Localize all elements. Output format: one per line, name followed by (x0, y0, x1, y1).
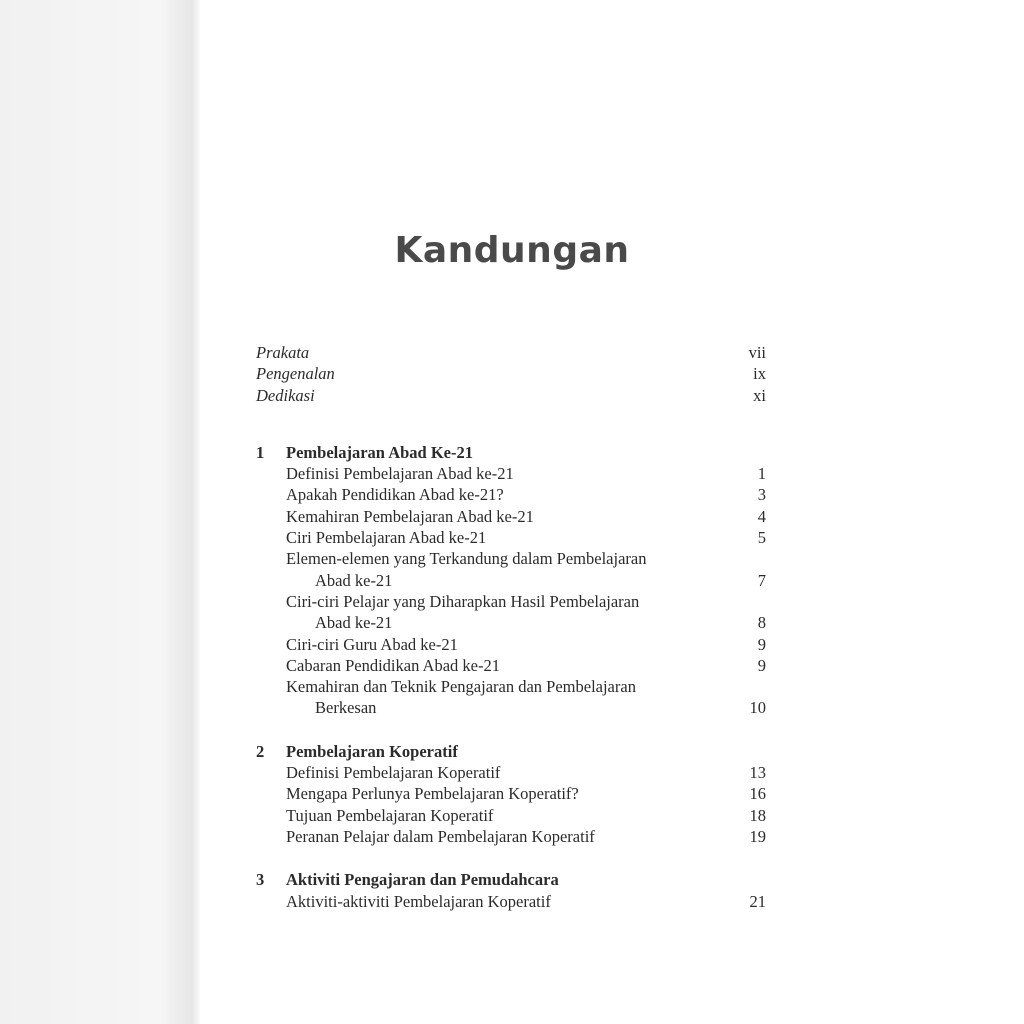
toc-page-number: 7 (757, 570, 766, 590)
toc-page-number: 10 (749, 698, 766, 718)
toc-front-matter-row (256, 342, 766, 363)
toc-entry-row (256, 506, 766, 527)
toc-entry-row (256, 697, 766, 718)
toc-entry-row (256, 612, 766, 633)
toc-entry-row (256, 891, 766, 912)
toc-page-number: xi (753, 385, 766, 405)
toc-entry-row (256, 634, 766, 655)
toc-entry-label: Apakah Pendidikan Abad ke-21? (286, 485, 504, 505)
toc-entry-label: Aktiviti-aktiviti Pembelajaran Koperatif (286, 891, 551, 911)
toc-entry-row (256, 783, 766, 804)
toc-spacer (256, 719, 766, 741)
toc-chapter-number: 2 (256, 741, 265, 761)
toc-entry-row (256, 676, 766, 697)
toc-entry-row (256, 484, 766, 505)
toc-entry-row (256, 762, 766, 783)
toc-page-number: vii (748, 343, 766, 362)
toc-chapter-heading (256, 741, 766, 762)
toc-entry-label: Tujuan Pembelajaran Koperatif (286, 805, 494, 825)
toc-entry-label: Abad ke-21 (315, 570, 393, 590)
toc-front-matter-row (256, 363, 766, 384)
toc-entry-row (256, 548, 766, 569)
toc-page-number: 16 (749, 784, 766, 804)
toc-page-number: 5 (757, 528, 766, 548)
toc-entry-row (256, 570, 766, 591)
toc-entry-label: Kemahiran Pembelajaran Abad ke-21 (286, 506, 534, 526)
toc-spacer (256, 406, 766, 442)
toc-entry-row (256, 826, 766, 847)
toc-entry-row (256, 463, 766, 484)
toc-entry-row (256, 527, 766, 548)
toc-page-number: 21 (749, 891, 766, 911)
toc-chapter-number: 1 (256, 442, 265, 462)
toc-entry-label: Mengapa Perlunya Pembelajaran Koperatif? (286, 784, 579, 804)
page-gutter-shadow (0, 0, 200, 1024)
toc-chapter-heading (256, 869, 766, 890)
toc-chapter-number: 3 (256, 870, 265, 890)
toc-entry-label: Ciri-ciri Guru Abad ke-21 (286, 634, 458, 654)
page-title: Kandungan (394, 230, 630, 271)
toc-entry-label: Prakata (256, 343, 310, 362)
toc-page-number: 19 (749, 826, 766, 846)
toc-entry-row (256, 591, 766, 612)
toc-page-number: 3 (757, 485, 766, 505)
toc-entry-label: Kemahiran dan Teknik Pengajaran dan Pembelajaran (286, 677, 636, 697)
toc-page-number: 9 (757, 655, 766, 675)
toc-page-number: 4 (757, 506, 766, 526)
toc-chapter-title: Pembelajaran Abad Ke-21 (286, 442, 473, 462)
toc-page-number: 9 (757, 634, 766, 654)
toc-front-matter-row (256, 385, 766, 406)
toc-entry-row (256, 805, 766, 826)
toc-entry-label: Dedikasi (256, 385, 315, 405)
toc-entry-row (256, 655, 766, 676)
toc-page-number: ix (753, 364, 766, 384)
toc-entry-label: Cabaran Pendidikan Abad ke-21 (286, 655, 500, 675)
toc-entry-label: Pengenalan (256, 364, 335, 384)
toc-entry-label: Berkesan (315, 698, 377, 718)
toc-page-number: 8 (757, 613, 766, 633)
toc-entry-label: Peranan Pelajar dalam Pembelajaran Koperatif (286, 826, 595, 846)
toc-page-number: 18 (749, 805, 766, 825)
toc-page-number: 13 (749, 763, 766, 783)
toc-chapter-title: Aktiviti Pengajaran dan Pemudahcara (286, 870, 559, 890)
toc-entry-label: Abad ke-21 (315, 613, 393, 633)
toc-entry-label: Definisi Pembelajaran Abad ke-21 (286, 464, 514, 484)
toc-chapter-heading (256, 442, 766, 463)
toc-spacer (256, 847, 766, 869)
toc-entry-label: Ciri-ciri Pelajar yang Diharapkan Hasil Pembelajaran (286, 591, 640, 611)
toc-entry-label: Ciri Pembelajaran Abad ke-21 (286, 528, 487, 548)
toc-entry-label: Elemen-elemen yang Terkandung dalam Pembelajaran (286, 549, 647, 569)
table-of-contents (256, 342, 766, 912)
toc-chapter-title: Pembelajaran Koperatif (286, 741, 458, 761)
toc-entry-label: Definisi Pembelajaran Koperatif (286, 763, 501, 783)
toc-page-number: 1 (757, 464, 766, 484)
